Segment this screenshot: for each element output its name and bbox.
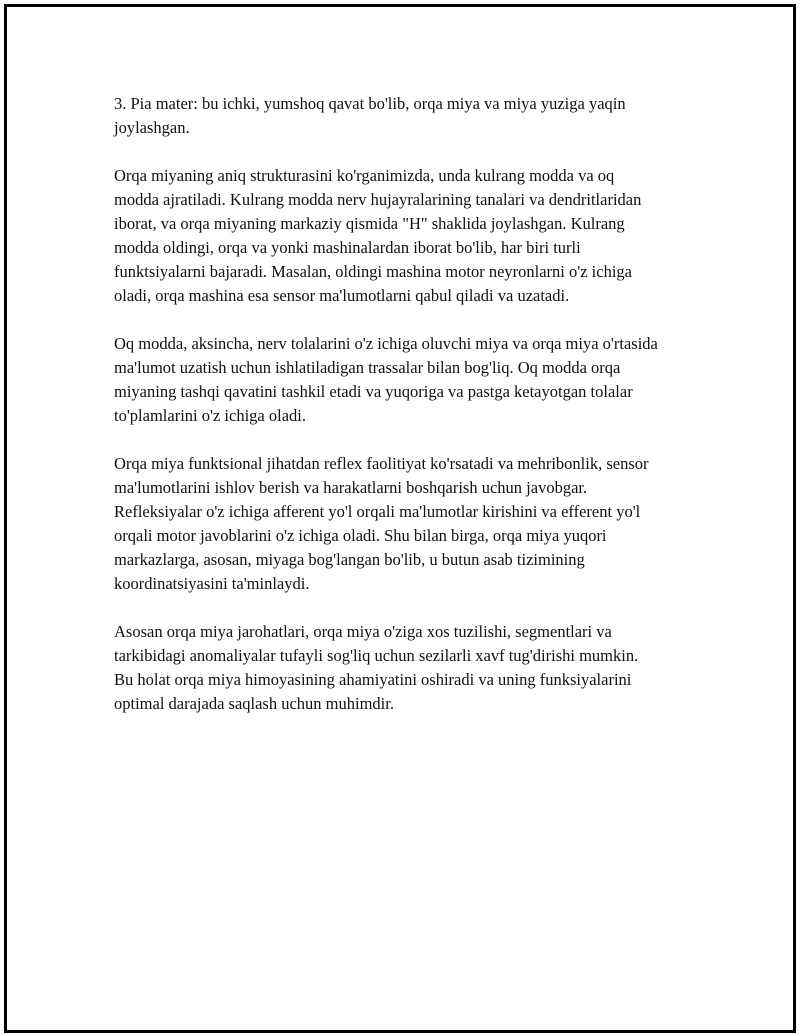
paragraph-white-matter: Oq modda, aksincha, nerv tolalarini o'z ichiga oluvchi miya va orqa miya o'rtasida ma'lumot uzatish uchun ishlatiladigan trassalar bilan bog'liq. Oq modda orqa miyaning tashqi qavatini tashkil etadi va yuqoriga va pastga ketayotgan tolalar to'plamlarini o'z ichiga oladi. — [114, 334, 658, 425]
document-body — [114, 92, 659, 740]
paragraph-pia-mater: 3. Pia mater: bu ichki, yumshoq qavat bo'lib, orqa miya va miya yuziga yaqin joylashgan. — [114, 94, 626, 137]
paragraph-function: Orqa miya funktsional jihatdan reflex faolitiyat ko'rsatadi va mehribonlik, sensor ma'lumotlarini ishlov berish va harakatlarni boshqarish uchun javobgar. Refleksiyalar o'z ichiga afferent yo'l orqali ma'lumotlar kirishini va efferent yo'l orqali motor javoblarini o'z ichiga oladi. Shu bilan birga, orqa miya yuqori markazlarga, asosan, miyaga bog'langan bo'lib, u butun asab tizimining koordinatsiyasini ta'minlaydi. — [114, 454, 649, 593]
paragraph-gray-matter: Orqa miyaning aniq strukturasini ko'rganimizda, unda kulrang modda va oq modda ajratiladi. Kulrang modda nerv hujayralarining tanalari va dendritlaridan iborat, va orqa miyaning markaziy qismida "H" shaklida joylashgan. Kulrang modda oldingi, orqa va yonki mashinalardan iborat bo'lib, har biri turli funktsiyalarni bajaradi. Masalan, oldingi mashina motor neyronlarni o'z ichiga oladi, orqa mashina esa sensor ma'lumotlarni qabul qiladi va uzatadi. — [114, 166, 642, 305]
paragraph-injuries: Asosan orqa miya jarohatlari, orqa miya o'ziga xos tuzilishi, segmentlari va tarkibidagi anomaliyalar tufayli sog'liq uchun sezilarli xavf tug'dirishi mumkin. Bu holat orqa miya himoyasining ahamiyatini oshiradi va uning funksiyalarini optimal darajada saqlash uchun muhimdir. — [114, 622, 639, 713]
